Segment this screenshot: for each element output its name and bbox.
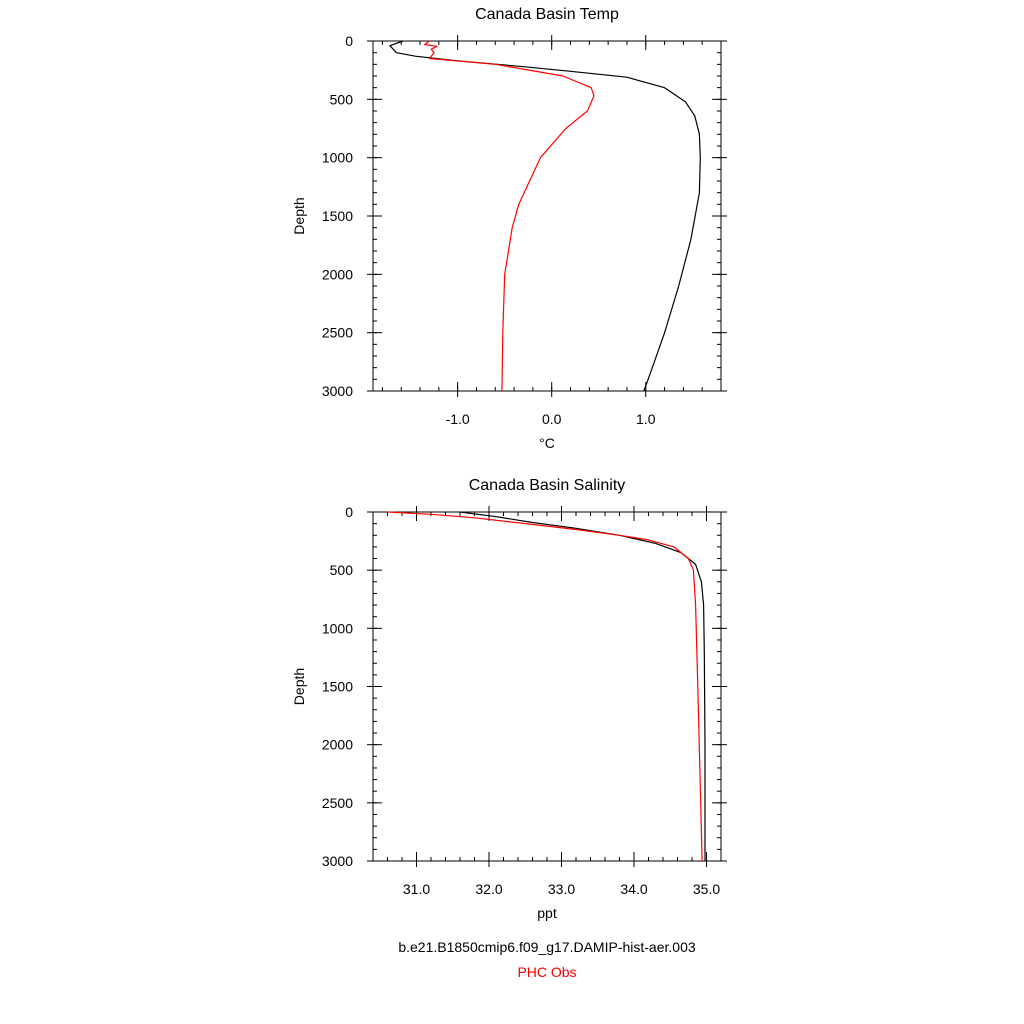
temp-y-tick-label: 500: [329, 91, 353, 108]
salinity-obs-line: [388, 512, 703, 861]
legend-model-label: b.e21.B1850cmip6.f09_g17.DAMIP-hist-aer.003: [398, 939, 696, 955]
salinity-y-tick-label: 1500: [321, 678, 353, 695]
salinity-x-tick-label: 33.0: [547, 881, 576, 897]
temp-x-tick-label: -1.0: [445, 411, 470, 427]
temp-x-tick-label: 0.0: [541, 411, 562, 427]
temp-model-line: [390, 41, 700, 391]
legend-obs-label: PHC Obs: [517, 964, 577, 980]
temp-y-tick-label: 1000: [321, 149, 353, 166]
salinity-x-tick-label: 35.0: [692, 881, 721, 897]
temp-x-axis-label: °C: [539, 435, 555, 451]
salinity-x-tick-label: 34.0: [620, 881, 648, 897]
salinity-y-tick-label: 2000: [321, 736, 353, 753]
temp-y-tick-label: 2000: [321, 266, 353, 283]
salinity-plot-frame: [373, 512, 721, 861]
salinity-x-axis-label: ppt: [537, 905, 557, 921]
temp-plot-frame: [373, 41, 721, 391]
temp-y-tick-label: 1500: [321, 208, 353, 224]
salinity-y-tick-label: 0: [345, 504, 353, 520]
salinity-y-axis-label: Depth: [291, 667, 307, 706]
temp-y-tick-label: 3000: [321, 383, 353, 399]
temp-x-tick-label: 1.0: [636, 411, 656, 427]
salinity-panel: [291, 477, 727, 921]
salinity-model-line: [460, 512, 705, 861]
temp-y-tick-label: 2500: [321, 324, 353, 341]
salinity-chart-title: Canada Basin Salinity: [468, 477, 626, 494]
temp-y-tick-label: 0: [345, 33, 353, 49]
salinity-x-tick-label: 32.0: [475, 881, 503, 897]
salinity-y-tick-label: 3000: [321, 853, 353, 869]
temp-panel: [291, 6, 727, 451]
salinity-y-tick-label: 1000: [321, 620, 353, 637]
temp-chart-title: Canada Basin Temp: [475, 6, 619, 23]
salinity-y-tick-label: 500: [329, 562, 353, 579]
salinity-y-tick-label: 2500: [321, 794, 353, 811]
temp-obs-line: [425, 41, 594, 391]
salinity-x-tick-label: 31.0: [402, 881, 431, 897]
temp-y-axis-label: Depth: [291, 197, 307, 235]
